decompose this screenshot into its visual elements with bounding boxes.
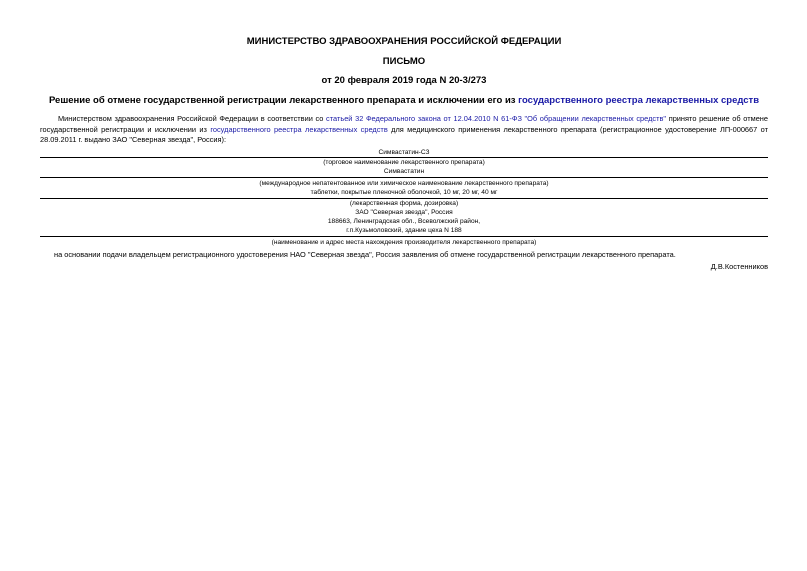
trade-name-caption: (торговое наименование лекарственного препарата) [323,159,485,166]
intro-text-1: Министерством здравоохранения Российской Федерации в соответствии со [58,114,327,123]
basis-paragraph: на основании подачи владельцем регистрационного удостоверения НАО "Северная звезда", Россия заявления об отмене государственной регистрации лекарственного препарата. [54,250,676,259]
registry-link-title[interactable]: государственного реестра лекарственных средств [518,95,760,106]
intro-text-2: принято решение об отмене государственной регистрации и исключении из [40,114,768,134]
registry-link-body[interactable]: государственного реестра лекарственных средств [210,124,388,134]
manufacturer-line-3: г.п.Кузьмоловский, здание цеха N 188 [346,227,462,234]
dosage-form-value: таблетки, покрытые пленочной оболочкой, 10 мг, 20 мг, 40 мг [310,189,498,196]
manufacturer-line-2: 188663, Ленинградская обл., Всеволжский район, [327,218,481,225]
manufacturer-line-1: ЗАО "Северная звезда", Россия [355,209,453,216]
inn-value: Симвастатин [383,168,425,175]
intro-text-3: для медицинского применения лекарственного препарата (регистрационное удостоверение ЛП-000667 от 28.09.2011 г. выдано ЗАО "Северная звезда", Россия): [40,124,768,144]
ministry-heading: МИНИСТЕРСТВО ЗДРАВООХРАНЕНИЯ РОССИЙСКОЙ ФЕДЕРАЦИИ [246,36,562,47]
manufacturer-rule [40,236,768,237]
manufacturer-caption: (наименование и адрес места нахождения производителя лекарственного препарата) [271,239,537,246]
intro-paragraph [40,114,768,146]
document-title [40,95,768,106]
inn-rule [40,177,768,178]
document-date-number: от 20 февраля 2019 года N 20-3/273 [321,75,487,86]
trade-name-value: Симвастатин-СЗ [378,149,430,156]
document-type-heading: ПИСЬМО [382,56,426,67]
document-title-text: Решение об отмене государственной регистрации лекарственного препарата и исключении его из [48,95,519,106]
signature: Д.В.Костенников [710,262,768,271]
law-article-link[interactable]: статьей 32 Федерального закона от 12.04.2010 N 61-ФЗ "Об обращении лекарственных средств" [326,114,667,123]
inn-caption: (международное непатентованное или химическое наименование лекарственного препарата) [259,180,549,187]
dosage-form-caption: (лекарственная форма, дозировка) [349,200,459,207]
